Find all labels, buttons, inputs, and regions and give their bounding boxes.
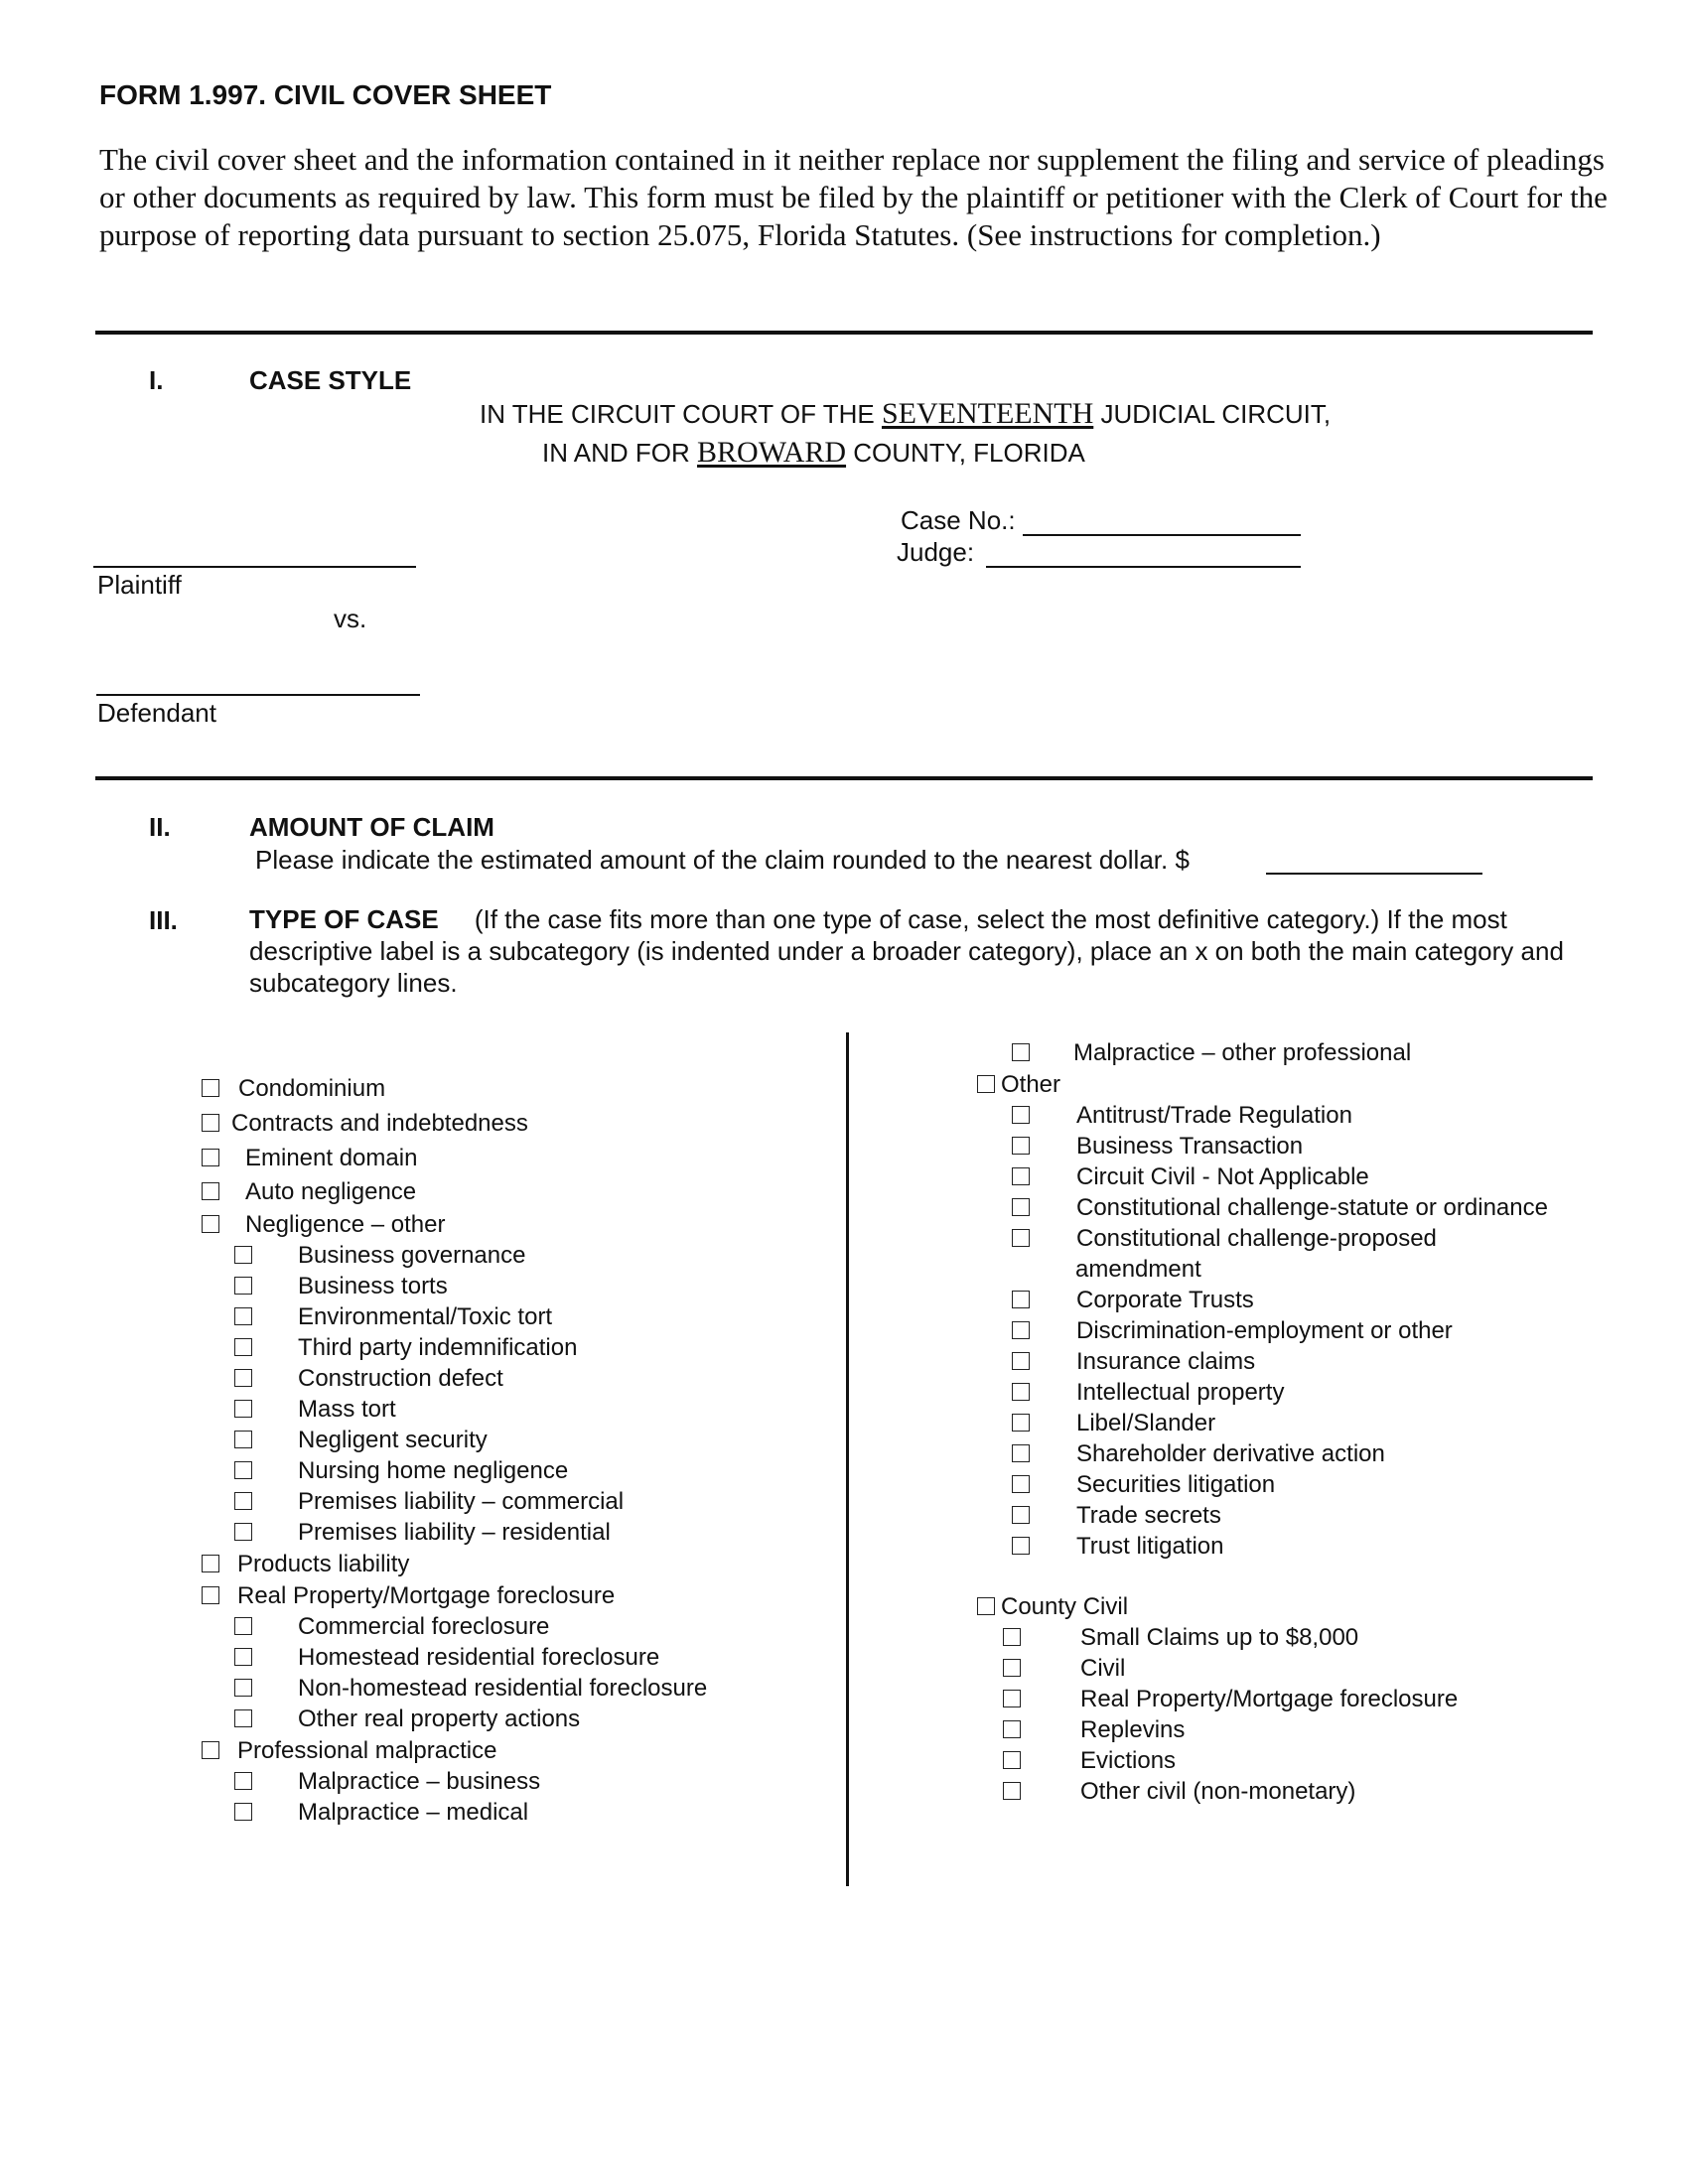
checkbox-shareholder-derivative[interactable] [1012,1439,1385,1469]
checkbox-icon[interactable] [1003,1782,1021,1800]
checkbox-auto-negligence[interactable] [202,1177,416,1207]
checkbox-icon[interactable] [1012,1321,1030,1339]
checkbox-discrimination[interactable] [1012,1316,1453,1346]
checkbox-icon[interactable] [1003,1628,1021,1646]
checkbox-premises-residential[interactable] [234,1518,611,1548]
checkbox-other-civil[interactable] [1003,1777,1355,1807]
checkbox-corporate-trusts[interactable] [1012,1286,1254,1315]
section3-number: III. [149,905,178,935]
checkbox-mass-tort[interactable] [234,1395,396,1425]
checkbox-label: Discrimination-employment or other [1076,1317,1453,1344]
checkbox-label: Circuit Civil - Not Applicable [1076,1163,1369,1190]
checkbox-icon[interactable] [234,1307,252,1325]
checkbox-antitrust[interactable] [1012,1101,1352,1131]
checkbox-replevins[interactable] [1003,1715,1185,1745]
checkbox-malpractice-other[interactable] [1012,1038,1411,1068]
checkbox-label: Libel/Slander [1076,1410,1216,1436]
checkbox-icon[interactable] [202,1079,219,1097]
checkbox-icon[interactable] [234,1803,252,1821]
checkbox-premises-commercial[interactable] [234,1487,624,1517]
checkbox-icon[interactable] [234,1492,252,1510]
checkbox-icon[interactable] [234,1369,252,1387]
checkbox-label: Nursing home negligence [298,1457,569,1484]
checkbox-malpractice-business[interactable] [234,1767,540,1797]
checkbox-label: Mass tort [298,1396,396,1423]
checkbox-label: Other [1001,1071,1061,1098]
checkbox-icon[interactable] [202,1555,219,1572]
checkbox-label: Negligent security [298,1427,488,1453]
court-line-1 [480,397,1331,431]
section-divider-middle [95,776,1593,780]
checkbox-circuit-civil-na[interactable] [1012,1162,1369,1192]
checkbox-icon[interactable] [1012,1198,1030,1216]
checkbox-icon[interactable] [1012,1444,1030,1462]
checkbox-insurance-claims[interactable] [1012,1347,1255,1377]
checkbox-label: Construction defect [298,1365,503,1392]
checkbox-label: Intellectual property [1076,1379,1285,1406]
checkbox-label: Malpractice – medical [298,1799,529,1826]
checkbox-icon[interactable] [977,1597,995,1615]
section-divider-top [95,331,1593,335]
checkbox-label: Real Property/Mortgage foreclosure [1080,1686,1459,1712]
checkbox-label: Small Claims up to $8,000 [1080,1624,1359,1651]
defendant-label: Defendant [97,698,216,728]
checkbox-non-homestead-foreclosure[interactable] [234,1674,707,1704]
checkbox-label: Constitutional challenge-proposed [1076,1225,1437,1252]
column-divider [846,1032,849,1886]
checkbox-icon[interactable] [1012,1414,1030,1432]
court-line-2 [542,436,1085,470]
checkbox-icon[interactable] [1003,1659,1021,1677]
checkbox-small-claims[interactable] [1003,1623,1358,1653]
checkbox-label: Constitutional challenge-statute or ordinance [1076,1194,1548,1221]
checkbox-label: Premises liability – commercial [298,1488,625,1515]
checkbox-professional-malpractice[interactable] [202,1736,496,1766]
checkbox-contracts[interactable] [202,1109,528,1139]
checkbox-icon[interactable] [1012,1043,1030,1061]
checkbox-label: Other real property actions [298,1706,581,1732]
court-line2-post: COUNTY, FLORIDA [853,438,1085,468]
checkbox-icon[interactable] [1012,1475,1030,1493]
checkbox-icon[interactable] [234,1679,252,1697]
checkbox-label: Eminent domain [245,1145,418,1171]
plaintiff-field[interactable] [93,566,416,568]
checkbox-environmental[interactable] [234,1302,552,1332]
checkbox-business-governance[interactable] [234,1241,525,1271]
case-no-field[interactable] [1023,534,1301,536]
checkbox-label: Trade secrets [1076,1502,1221,1529]
checkbox-label: County Civil [1001,1593,1129,1620]
checkbox-label: Commercial foreclosure [298,1613,550,1640]
checkbox-icon[interactable] [202,1215,219,1233]
claim-amount-prompt: Please indicate the estimated amount of the claim rounded to the nearest dollar. $ [255,845,1190,875]
checkbox-label: Contracts and indebtedness [231,1110,528,1137]
checkbox-constitutional-statute[interactable] [1012,1193,1548,1223]
checkbox-county-real-property[interactable] [1003,1685,1458,1714]
checkbox-county-civil[interactable] [977,1592,1128,1622]
court-circuit[interactable]: SEVENTEENTH [881,397,1094,430]
section3-instructions: (If the case fits more than one type of case, select the most definitive category.) If the most descriptive label is a subcategory (is indented under a broader category), place an x on both the main category and subcategory lines. [249,904,1564,998]
court-county[interactable]: BROWARD [697,436,847,469]
checkbox-icon[interactable] [234,1400,252,1418]
checkbox-nursing-home[interactable] [234,1456,568,1486]
judge-field[interactable] [986,566,1301,568]
checkbox-icon[interactable] [234,1523,252,1541]
form-title: FORM 1.997. CIVIL COVER SHEET [99,79,552,110]
checkbox-condominium[interactable] [202,1074,385,1104]
checkbox-icon[interactable] [1003,1751,1021,1769]
checkbox-third-party[interactable] [234,1333,577,1363]
checkbox-icon[interactable] [202,1114,219,1132]
checkbox-icon[interactable] [234,1648,252,1666]
checkbox-intellectual-property[interactable] [1012,1378,1284,1408]
checkbox-label: Real Property/Mortgage foreclosure [237,1582,616,1609]
checkbox-malpractice-medical[interactable] [234,1798,528,1828]
checkbox-negligent-security[interactable] [234,1426,488,1455]
checkbox-label: Trust litigation [1076,1533,1224,1560]
checkbox-label: Securities litigation [1076,1471,1276,1498]
checkbox-icon[interactable] [234,1461,252,1479]
checkbox-label: Premises liability – residential [298,1519,611,1546]
checkbox-label: Insurance claims [1076,1348,1256,1375]
checkbox-icon[interactable] [1012,1137,1030,1155]
defendant-field[interactable] [96,694,420,696]
checkbox-icon[interactable] [234,1277,252,1295]
checkbox-icon[interactable] [234,1246,252,1264]
checkbox-trade-secrets[interactable] [1012,1501,1221,1531]
checkbox-libel-slander[interactable] [1012,1409,1215,1438]
checkbox-label: Auto negligence [245,1178,417,1205]
checkbox-label: Third party indemnification [298,1334,578,1361]
checkbox-icon[interactable] [1003,1720,1021,1738]
checkbox-label: Business Transaction [1076,1133,1304,1160]
checkbox-icon[interactable] [202,1586,219,1604]
section2-title: AMOUNT OF CLAIM [249,812,494,842]
claim-amount-field[interactable] [1266,873,1482,875]
checkbox-label: Condominium [238,1075,386,1102]
checkbox-other[interactable] [977,1070,1060,1100]
section2-number: II. [149,812,171,842]
checkbox-icon[interactable] [1012,1167,1030,1185]
checkbox-icon[interactable] [1012,1537,1030,1555]
checkbox-icon[interactable] [202,1182,219,1200]
checkbox-icon[interactable] [1012,1106,1030,1124]
checkbox-label: Environmental/Toxic tort [298,1303,553,1330]
checkbox-securities-litigation[interactable] [1012,1470,1275,1500]
checkbox-icon[interactable] [1012,1506,1030,1524]
checkbox-icon[interactable] [977,1075,995,1093]
court-line1-post: JUDICIAL CIRCUIT, [1100,399,1332,429]
checkbox-label: Civil [1080,1655,1126,1682]
checkbox-business-transaction[interactable] [1012,1132,1303,1161]
checkbox-civil[interactable] [1003,1654,1125,1684]
checkbox-label: Corporate Trusts [1076,1287,1254,1313]
checkbox-label: Replevins [1080,1716,1186,1743]
checkbox-other-real-property[interactable] [234,1705,580,1734]
court-line2-pre: IN AND FOR [542,438,690,468]
checkbox-constitutional-proposed[interactable] [1012,1224,1437,1254]
checkbox-icon[interactable] [1012,1383,1030,1401]
checkbox-label: Non-homestead residential foreclosure [298,1675,708,1702]
section3-title: TYPE OF CASE [249,904,439,934]
checkbox-icon[interactable] [202,1741,219,1759]
checkbox-icon[interactable] [234,1709,252,1727]
checkbox-label: Negligence – other [245,1211,446,1238]
section3-text-block [249,903,1580,999]
checkbox-icon[interactable] [234,1338,252,1356]
checkbox-label: Other civil (non-monetary) [1080,1778,1356,1805]
section1-number: I. [149,365,164,395]
checkbox-label: Evictions [1080,1747,1177,1774]
checkbox-icon[interactable] [234,1431,252,1448]
checkbox-label: Antitrust/Trade Regulation [1076,1102,1352,1129]
case-no-label: Case No.: [901,505,1016,535]
checkbox-label: Professional malpractice [237,1737,497,1764]
checkbox-label: Products liability [237,1551,410,1577]
checkbox-commercial-foreclosure[interactable] [234,1612,549,1642]
checkbox-label: Shareholder derivative action [1076,1440,1385,1467]
judge-label: Judge: [897,537,975,567]
intro-paragraph: The civil cover sheet and the information contained in it neither replace nor supplement the filing and service of pleadings or other documents as required by law. This form must be filed by the plaintiff or petitioner with the Clerk of Court for the purpose of reporting data pursuant to section 25.075, Florida Statutes. (See instructions for completion.) [99,142,1608,252]
checkbox-real-property[interactable] [202,1581,615,1611]
court-line1-pre: IN THE CIRCUIT COURT OF THE [480,399,875,429]
checkbox-products-liability[interactable] [202,1550,409,1579]
checkbox-icon[interactable] [1003,1690,1021,1707]
checkbox-icon[interactable] [234,1772,252,1790]
checkbox-icon[interactable] [1012,1229,1030,1247]
checkbox-homestead-foreclosure[interactable] [234,1643,659,1673]
checkbox-label: Business torts [298,1273,448,1299]
checkbox-eminent-domain[interactable] [202,1144,417,1173]
vs-label: vs. [334,604,367,633]
checkbox-icon[interactable] [202,1149,219,1166]
checkbox-icon[interactable] [1012,1291,1030,1308]
checkbox-label: Homestead residential foreclosure [298,1644,660,1671]
checkbox-negligence-other[interactable] [202,1210,445,1240]
checkbox-label-continuation: amendment [1075,1256,1201,1283]
checkbox-label: Malpractice – business [298,1768,541,1795]
checkbox-trust-litigation[interactable] [1012,1532,1224,1562]
section1-title: CASE STYLE [249,365,412,395]
checkbox-icon[interactable] [1012,1352,1030,1370]
checkbox-construction-defect[interactable] [234,1364,503,1394]
checkbox-business-torts[interactable] [234,1272,448,1301]
checkbox-label: Malpractice – other professional [1073,1039,1412,1066]
plaintiff-label: Plaintiff [97,570,182,600]
checkbox-label: Business governance [298,1242,526,1269]
checkbox-evictions[interactable] [1003,1746,1176,1776]
checkbox-icon[interactable] [234,1617,252,1635]
